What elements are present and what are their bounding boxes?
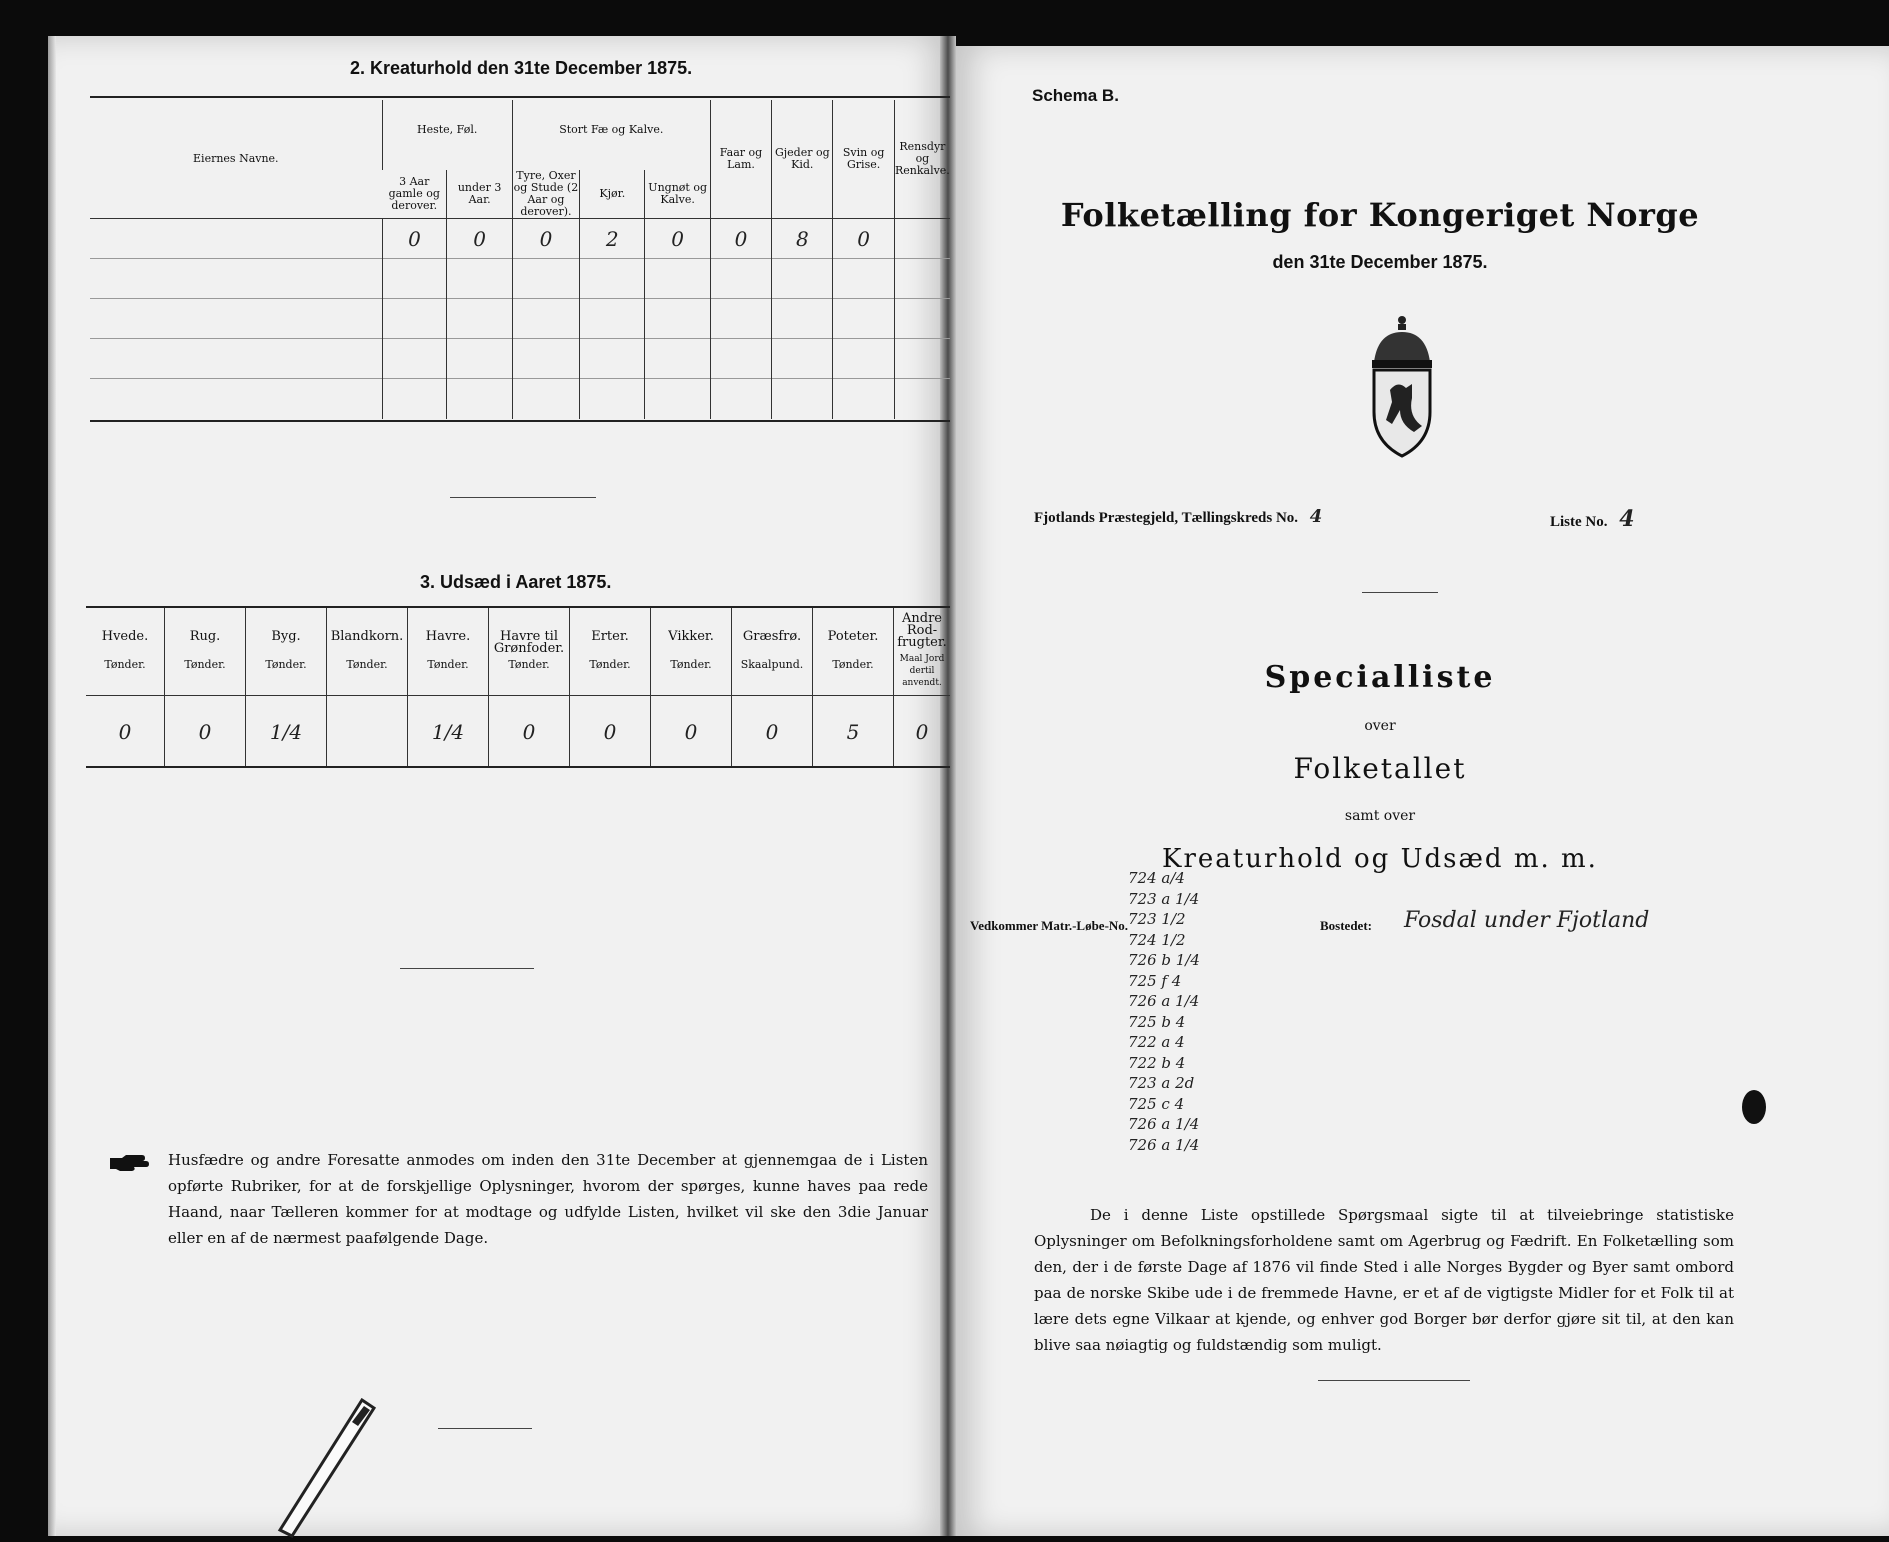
matr-number: 722 b 4 — [1128, 1053, 1186, 1072]
matr-number: 723 a 2d — [1128, 1074, 1195, 1092]
over-label: over — [1364, 718, 1396, 734]
livestock-row — [90, 219, 950, 259]
col-svin: Svin og Grise. — [833, 100, 894, 219]
samt-over-label: samt over — [1344, 808, 1416, 824]
seed-col: Rug. Tønder. — [165, 608, 246, 695]
col-tyre: Tyre, Oxer og Stude (2 Aar og derover). — [513, 169, 579, 218]
bosted-label: Bostedet: — [1320, 918, 1372, 933]
matr-number: 724 a/4 — [1128, 869, 1185, 887]
owners-header: Eiernes Navne. — [193, 152, 279, 165]
divider — [1362, 592, 1438, 593]
rule — [86, 766, 950, 768]
value-cell: 0 — [489, 695, 570, 768]
value-cell: 5 — [813, 695, 894, 768]
value-cell: 0 — [833, 219, 894, 259]
livestock-table — [90, 100, 950, 419]
schema-label: Schema B. — [1032, 86, 1119, 105]
divider — [450, 497, 596, 498]
matr-number: 723 a 1/4 — [1128, 889, 1200, 908]
seed-values-row — [86, 695, 950, 768]
value-cell: 0 — [118, 719, 132, 744]
matr-number-list — [1128, 868, 1218, 1155]
col-gjeder: Gjeder og Kid. — [772, 100, 833, 219]
pointing-hand-icon — [108, 1152, 158, 1174]
value-cell: 8 — [772, 219, 833, 259]
seed-col: Havre til Grønfoder. Tønder. — [489, 608, 570, 695]
coat-of-arms-icon — [1360, 312, 1444, 462]
divider — [400, 968, 534, 969]
seed-col: Erter. Tønder. — [570, 608, 651, 695]
col-ungnot: Ungnøt og Kalve. — [645, 170, 710, 219]
seed-col: Græsfrø. Skaalpund. — [732, 608, 813, 695]
value-cell: 2 — [580, 219, 645, 259]
matr-number: 725 f 4 — [1128, 971, 1182, 990]
value-cell: 0 — [165, 695, 246, 768]
bleed-through — [254, 376, 404, 856]
liste-line — [1550, 506, 1635, 532]
district-label: Fjotlands Præstegjeld, Tællingskreds No. — [1034, 510, 1299, 526]
specialliste-title: Specialliste — [1264, 660, 1496, 695]
ink-blot — [1742, 1090, 1766, 1124]
seed-table — [86, 608, 950, 768]
stort-fae-header: Stort Fæ og Kalve. — [512, 100, 710, 170]
value-cell: 0 — [710, 219, 771, 259]
matr-number: 724 1/2 — [1128, 930, 1186, 949]
value-cell: 1/4 — [408, 695, 489, 768]
seed-col: Hvede. Tønder. — [101, 629, 149, 672]
value-cell: 0 — [382, 219, 447, 259]
census-date: den 31te December 1875. — [1272, 252, 1488, 272]
value-cell — [894, 219, 950, 259]
value-cell: 0 — [447, 219, 512, 259]
col-rensdyr: Rensdyr og Renkalve. — [894, 100, 950, 219]
section-2-title: 2. Kreaturhold den 31te December 1875. — [350, 58, 693, 78]
folketallet-title: Folketallet — [1293, 752, 1467, 785]
seed-col: Poteter. Tønder. — [813, 608, 894, 695]
matr-number: 726 a 1/4 — [1128, 992, 1200, 1010]
matr-number: 726 a 1/4 — [1128, 1115, 1200, 1133]
district-line — [1034, 506, 1322, 527]
seed-col: Blandkorn. Tønder. — [327, 608, 408, 695]
kreaturhold-title: Kreaturhold og Udsæd m. m. — [1162, 844, 1598, 874]
page-edge — [48, 36, 56, 1536]
matr-number: 723 1/2 — [1128, 910, 1186, 928]
matr-number: 722 a 4 — [1128, 1033, 1185, 1051]
value-cell: 0 — [894, 695, 951, 768]
notice-text: Husfædre og andre Foresatte anmodes om inden den 31te December at gjennemgaa de i Listen opførte Rubriker, for at de forskjellige Oplysninger, hvorom der spørges, kunne haves paa rede Haand, naar Tælleren kommer for at modtage og udfylde Listen, hvilket vil ske den 3die Januar eller en af de nærmest paafølgende Dage. — [168, 1151, 928, 1247]
value-cell: 0 — [570, 695, 651, 768]
rule — [90, 96, 950, 98]
census-title: Folketælling for Kongeriget Norge — [1060, 196, 1700, 234]
matr-number: 726 b 1/4 — [1128, 951, 1200, 969]
divider — [438, 1428, 532, 1429]
divider — [1318, 1380, 1470, 1381]
bosted-value: Fosdal under Fjotland — [1404, 908, 1650, 933]
seed-col: Havre. Tønder. — [408, 608, 489, 695]
seed-col: Vikker. Tønder. — [651, 608, 732, 695]
col-heste-under: under 3 Aar. — [447, 170, 512, 219]
value-cell: 1/4 — [246, 695, 327, 768]
liste-number: 4 — [1619, 506, 1635, 532]
heste-header: Heste, Føl. — [382, 100, 512, 170]
col-kjor: Kjør. — [580, 170, 645, 219]
matr-number: 725 b 4 — [1128, 1012, 1186, 1031]
matr-number: 726 a 1/4 — [1128, 1135, 1200, 1154]
rule — [90, 420, 950, 422]
col-faar: Faar og Lam. — [710, 100, 771, 219]
purpose-paragraph: De i denne Liste opstillede Spørgsmaal sigte til at tilveiebringe statistiske Oplysninger om Befolkningsforholdene samt om Agerbrug og Fædrift. En Folketælling som den, der i de første Dage af 1876 vil finde Sted i alle Norges Bygder og Byer samt ombord paa de norske Skibe ude i de fremmede Havne, er et af de vigtigste Midler for et Folk til at lære dets egne Vilkaar at kjende, og enhver god Borger bør derfor gjøre sit til, at den kan blive saa nøiagtig og fuldstændig som muligt. — [1034, 1206, 1734, 1354]
matr-label: Vedkommer Matr.-Løbe-No. — [970, 918, 1129, 933]
col-heste-3aar: 3 Aar gamle og derover. — [388, 175, 440, 212]
value-cell: 0 — [645, 219, 710, 259]
seed-col: Byg. Tønder. — [246, 608, 327, 695]
seed-header-row — [86, 608, 950, 695]
liste-label: Liste No. — [1550, 514, 1608, 530]
section-3-title: 3. Udsæd i Aaret 1875. — [420, 572, 612, 592]
value-cell: 0 — [512, 219, 579, 259]
matr-number: 725 c 4 — [1128, 1094, 1185, 1113]
value-cell: 0 — [651, 695, 732, 768]
pen-shadow — [262, 1398, 382, 1538]
district-number: 4 — [1309, 506, 1323, 527]
seed-col: Andre Rod-frugter. Maal Jord dertil anvendt. — [894, 608, 951, 695]
value-cell: 0 — [732, 695, 813, 768]
